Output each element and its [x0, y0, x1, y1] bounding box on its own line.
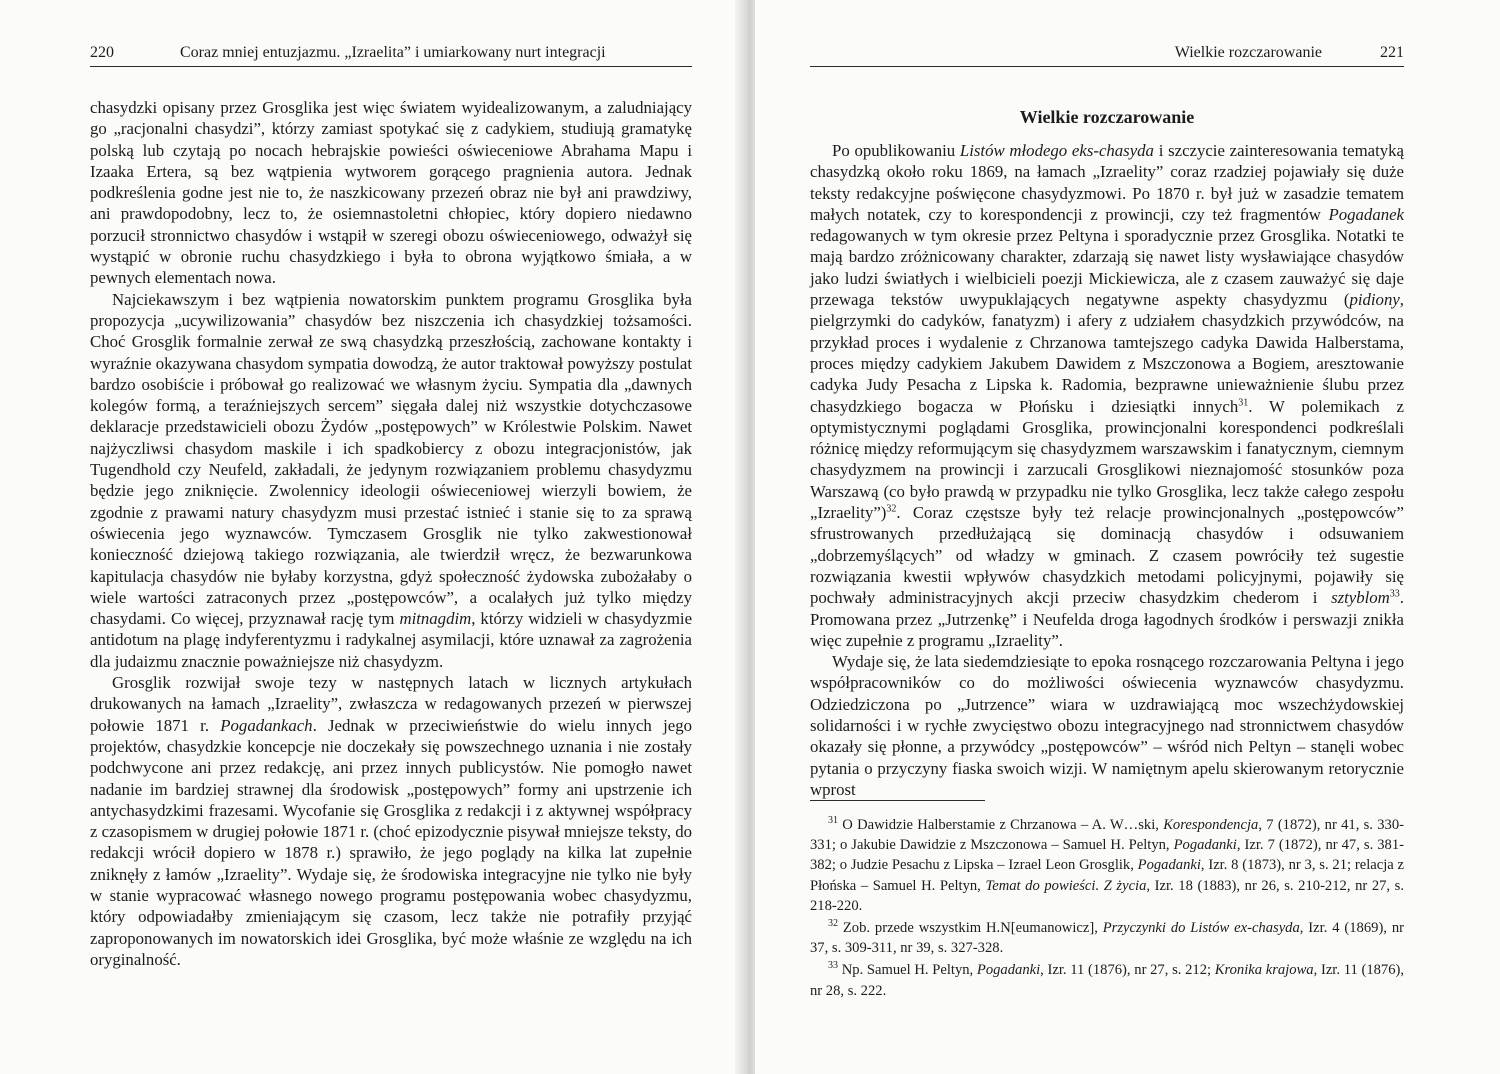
- footnote-marker: 31: [1238, 396, 1249, 408]
- running-head: Coraz mniej entuzjazmu. „Izraelita” i umiarkowany nurt integracji: [180, 44, 606, 61]
- right-paragraphs: [810, 140, 1404, 800]
- text-segment: , Izr. 8 (1873), nr 3, s. 21; relacja z Płońska – Samuel H. Peltyn,: [810, 857, 1404, 894]
- running-head: Wielkie rozczarowanie: [1174, 44, 1322, 61]
- text-segment: Np. Samuel H. Peltyn,: [838, 962, 977, 979]
- paragraph: [810, 651, 1404, 800]
- text-segment: Listów młodego eks-chasyda: [959, 141, 1154, 160]
- paragraph: [810, 140, 1404, 651]
- text-segment: , Izr. 11 (1876), nr 28, s. 222.: [810, 962, 1405, 999]
- text-segment: , 7 (1872), nr 41, s. 330-331; o Jakubie Dawidzie z Mszczonowa – Samuel H. Peltyn,: [810, 817, 1404, 854]
- text-segment: . W polemikach z optymistycznymi poglądami Grosglika, prowincjonalni korespondenci podkreślali różnicę między reformującym się chasydyzmem warszawskim i fanatycznym, ciemnym chasydyzmem na prowincji i zarzucali Grosglikowi nieznajomość stosunków poza Warszawą (co było prawdą w przypadku nie tylko Grosglika, lecz także całego zespołu „Izraelity”): [810, 396, 1404, 523]
- text-segment: Pogadanki: [1173, 837, 1237, 854]
- text-segment: Po opublikowaniu: [832, 141, 960, 160]
- text-segment: sztyblom: [1331, 588, 1390, 608]
- paragraph: [90, 97, 692, 289]
- left-page: [0, 0, 745, 1074]
- text-segment: Zob. przede wszystkim H.N[eumanowicz],: [838, 920, 1103, 937]
- text-segment: , Izr. 11 (1876), nr 27, s. 212;: [1040, 962, 1215, 979]
- right-page: [755, 0, 1500, 1074]
- text-segment: Pogadanek: [1328, 204, 1404, 224]
- text-segment: Pogadanki: [976, 962, 1041, 979]
- left-page-header: [90, 42, 692, 67]
- footnote: [810, 815, 1404, 916]
- left-body-text: [90, 97, 692, 970]
- footnote-rule: [810, 800, 985, 801]
- text-segment: Kronika krajowa: [1214, 962, 1314, 979]
- page-number: 220: [90, 44, 114, 61]
- footnote-marker: 31: [828, 815, 838, 827]
- text-segment: redagowanych w tym okresie przez Peltyna i sporadycznie przez Grosglika. Notatki te mają bardzo zróżnicowany charakter, zdarzają się nawet listy wysławiające chasydów jako ludzi światłych i wielbicieli poezji Mickiewicza, ale z czasem zauważyć się daje przewaga tekstów uwypuklających negatywne aspekty chasydyzmu (: [810, 226, 1404, 310]
- text-segment: Pogadankach: [220, 715, 313, 735]
- text-segment: pidiony: [1349, 290, 1400, 310]
- text-segment: mitnagdim: [399, 609, 472, 629]
- text-segment: , którzy widzieli w chasydyzmie antidotum na plagę indyferentyzmu i radykalnej asymilacji, które uznawał za zagrożenia dla judaizmu znacznie poważniejsze niż chasydyzm.: [90, 609, 693, 671]
- text-segment: Pogadanki: [1137, 857, 1201, 874]
- page-number: 221: [1380, 44, 1404, 61]
- footnotes: [810, 815, 1404, 1003]
- paragraph: [90, 672, 692, 970]
- text-segment: . Promowana przez „Jutrzenkę” i Neufelda droga łagodnych środków i perswazji znikła więc zupełnie z programu „Izraelity”.: [810, 588, 1404, 650]
- text-segment: Wydaje się, że lata siedemdziesiąte to epoka rosnącego rozczarowania Peltyna i jego współpracowników co do możliwości oświecenia wyznawców chasydyzmu. Odziedziczona po „Jutrzence” wiara w uzdrawiającą moc wszechżydowskiej solidarności i w rychłe zwycięstwo obozu integracyjnego nad stronnictwem chasydów okazały się płonne, a przywódcy „postępowców” – wśród nich Peltyn – stanęli wobec pytania o przyczyny fiaska swoich wizji. W namiętnym apelu skierowanym retorycznie wprost: [810, 652, 1404, 799]
- text-segment: Najciekawszym i bez wątpienia nowatorskim punktem programu Grosglika była propozycja „ucywilizowania” chasydów bez niszczenia ich chasydzkiej tożsamości. Choć Grosglik formalnie zerwał ze swą chasydzką przeszłością, zachowane kontakty i wyraźnie okazywana chasydom sympatia dowodzą, że autor traktował powyższy postulat bardzo osobiście i próbował go realizować we własnym życiu. Sympatia dla „dawnych kolegów formą, a teraźniejszych sercem” sięgała dalej niż wszystkie dotychczasowe deklaracje przedstawicieli obozu Żydów „postępowych” w Królestwie Polskim. Nawet najżyczliwsi chasydom maskile i ich spadkobiercy z obozu integracjonistów, jak Tugendhold czy Neufeld, zakładali, że jedynym rozwiązaniem problemu chasydyzmu będzie jego zniknięcie. Zwolennicy ideologii oświeceniowej wierzyli bowiem, że zgodnie z prawami natury chasydyzm musi przestać istnieć i stanie się to za sprawą oświecenia jego wyznawców. Tymczasem Grosglik nie tylko zakwestionował konieczność dziejową takiego rozwiązania, ale twierdził wręcz, że bezwarunkowa kapitulacja chasydów nie byłaby korzystna, gdyż społeczność żydowska zubożałaby o wiele wartości zatraconych przez „postępowców”, a ocalałych już tylko między chasydami. Co więcej, przyznawał rację tym: [90, 289, 692, 629]
- text-segment: . Coraz częstsze były też relacje prowincjonalnych „postępowców” sfrustrowanych przedłużającą się dominacją chasydów i odsuwaniem „dobrzemyślących” od władzy w gminach. Z czasem powróciły też sugestie rozwiązania kwestii wpływów chasydzkich metodami policyjnymi, pojawiły się pochwały administracyjnych akcji przeciw chasydzkim chederom i: [810, 503, 1404, 608]
- text-segment: . Jednak w przeciwieństwie do wielu innych jego projektów, chasydzkie koncepcje nie doczekały się powszechnego uznania i nie zostały podchwycone ani przez redakcję, ani przez innych publicystów. Nie pomogło nawet nadanie im bardziej strawnej dla środowisk „postępowych” formy ani upstrzenie ich antychasydzkimi frazesami. Wycofanie się Grosglika z redakcji i z aktywnej współpracy z czasopismem w drugiej połowie 1871 r. (choć epizodycznie pisywał mniejsze teksty, do redakcji wrócił dopiero w 1878 r.) sprawiło, że jego poglądy na kilka lat zupełnie zniknęły z łamów „Izraelity”. Wydaje się, że środowiska integracyjne nie tylko nie były w stanie wypracować własnego nowego programu postępowania wobec chasydyzmu, który odpowiadałby zmieniającym się czasom, lecz także nie potrafiły przyjąć zaproponowanych im nowatorskich idei Grosglika, być może właśnie ze względu na ich oryginalność.: [90, 715, 692, 969]
- text-segment: , Izr. 18 (1883), nr 26, s. 210-212, nr 27, s. 218-220.: [810, 877, 1404, 914]
- footnote-marker: 32: [828, 918, 838, 930]
- footnote: [810, 918, 1404, 958]
- text-segment: Korespondencja: [1163, 817, 1259, 833]
- text-segment: Grosglik rozwijał swoje tezy w następnych latach w licznych artykułach drukowanych na łamach „Izraelity”, zwłaszcza w redagowanych przezeń w pierwszej połowie 1871 r.: [90, 673, 692, 735]
- text-segment: Przyczynki do Listów ex-chasyda: [1102, 920, 1300, 937]
- text-segment: , pielgrzymki do cadyków, fanatyzm) i afery z udziałem chasydzkich przywódców, na przykład proces i wydalenie z Chrzanowa tamtejszego cadyka Dawida Halberstama, proces między cadykiem Jakubem Dawidem z Mszczonowa a Bogiem, aresztowanie cadyka Judy Pesacha z Lipska k. Radomia, bezprawne unieważnienie ślubu przez chasydzkiego bogacza w Płońsku i dziesiątki innych: [810, 290, 1404, 416]
- text-segment: Temat do powieści. Z życia: [985, 877, 1147, 894]
- text-segment: chasydzki opisany przez Grosglika jest więc światem wyidealizowanym, a zaludniający go „racjonalni chasydzi”, którzy zamiast spotykać się z cadykiem, studiują gramatykę polską lub czytają po nocach hebrajskie powieści oświeceniowe Abrahama Mapu i Izaaka Ertera, są bez wątpienia wytworem gorącego pragnienia autora. Jednak podkreślenia godne jest nie to, że naszkicowany przezeń obraz nie był ani prawdziwy, ani prawdopodobny, lecz to, że osiemnastoletni chłopiec, który dopiero niedawno porzucił stronnictwo chasydów i wstąpił w szeregi obozu oświeceniowego, odważył się wystąpić w obronie ruchu chasydzkiego i była to obrona wyjątkowo śmiała, a w pewnych elementach nowa.: [90, 98, 692, 288]
- text-segment: , Izr. 4 (1869), nr 37, s. 309-311, nr 39, s. 327-328.: [810, 920, 1404, 957]
- section-title: Wielkie rozczarowanie: [1019, 107, 1195, 127]
- footnote-marker: 33: [828, 960, 838, 972]
- footnote-marker: 33: [1389, 588, 1400, 600]
- text-segment: i szczycie zainteresowania tematyką chasydzką około roku 1869, na łamach „Izraelity” coraz rzadziej pojawiały się duże teksty redakcyjne poświęcone chasydyzmowi. Po 1870 r. był już w zasadzie tematem małych notatek, czy to korespondencji z prowincji, czy też fragmentów: [810, 141, 1404, 224]
- text-segment: O Dawidzie Halberstamie z Chrzanowa – A. W…ski,: [838, 817, 1164, 833]
- right-page-header: [810, 42, 1404, 67]
- footnote-marker: 32: [886, 503, 897, 515]
- text-segment: , Izr. 7 (1872), nr 47, s. 381-382; o Judzie Pesachu z Lipska – Izrael Leon Grosglik,: [810, 837, 1404, 874]
- paragraph: [90, 289, 692, 672]
- footnote: [810, 960, 1404, 1000]
- right-body-text: [810, 106, 1404, 800]
